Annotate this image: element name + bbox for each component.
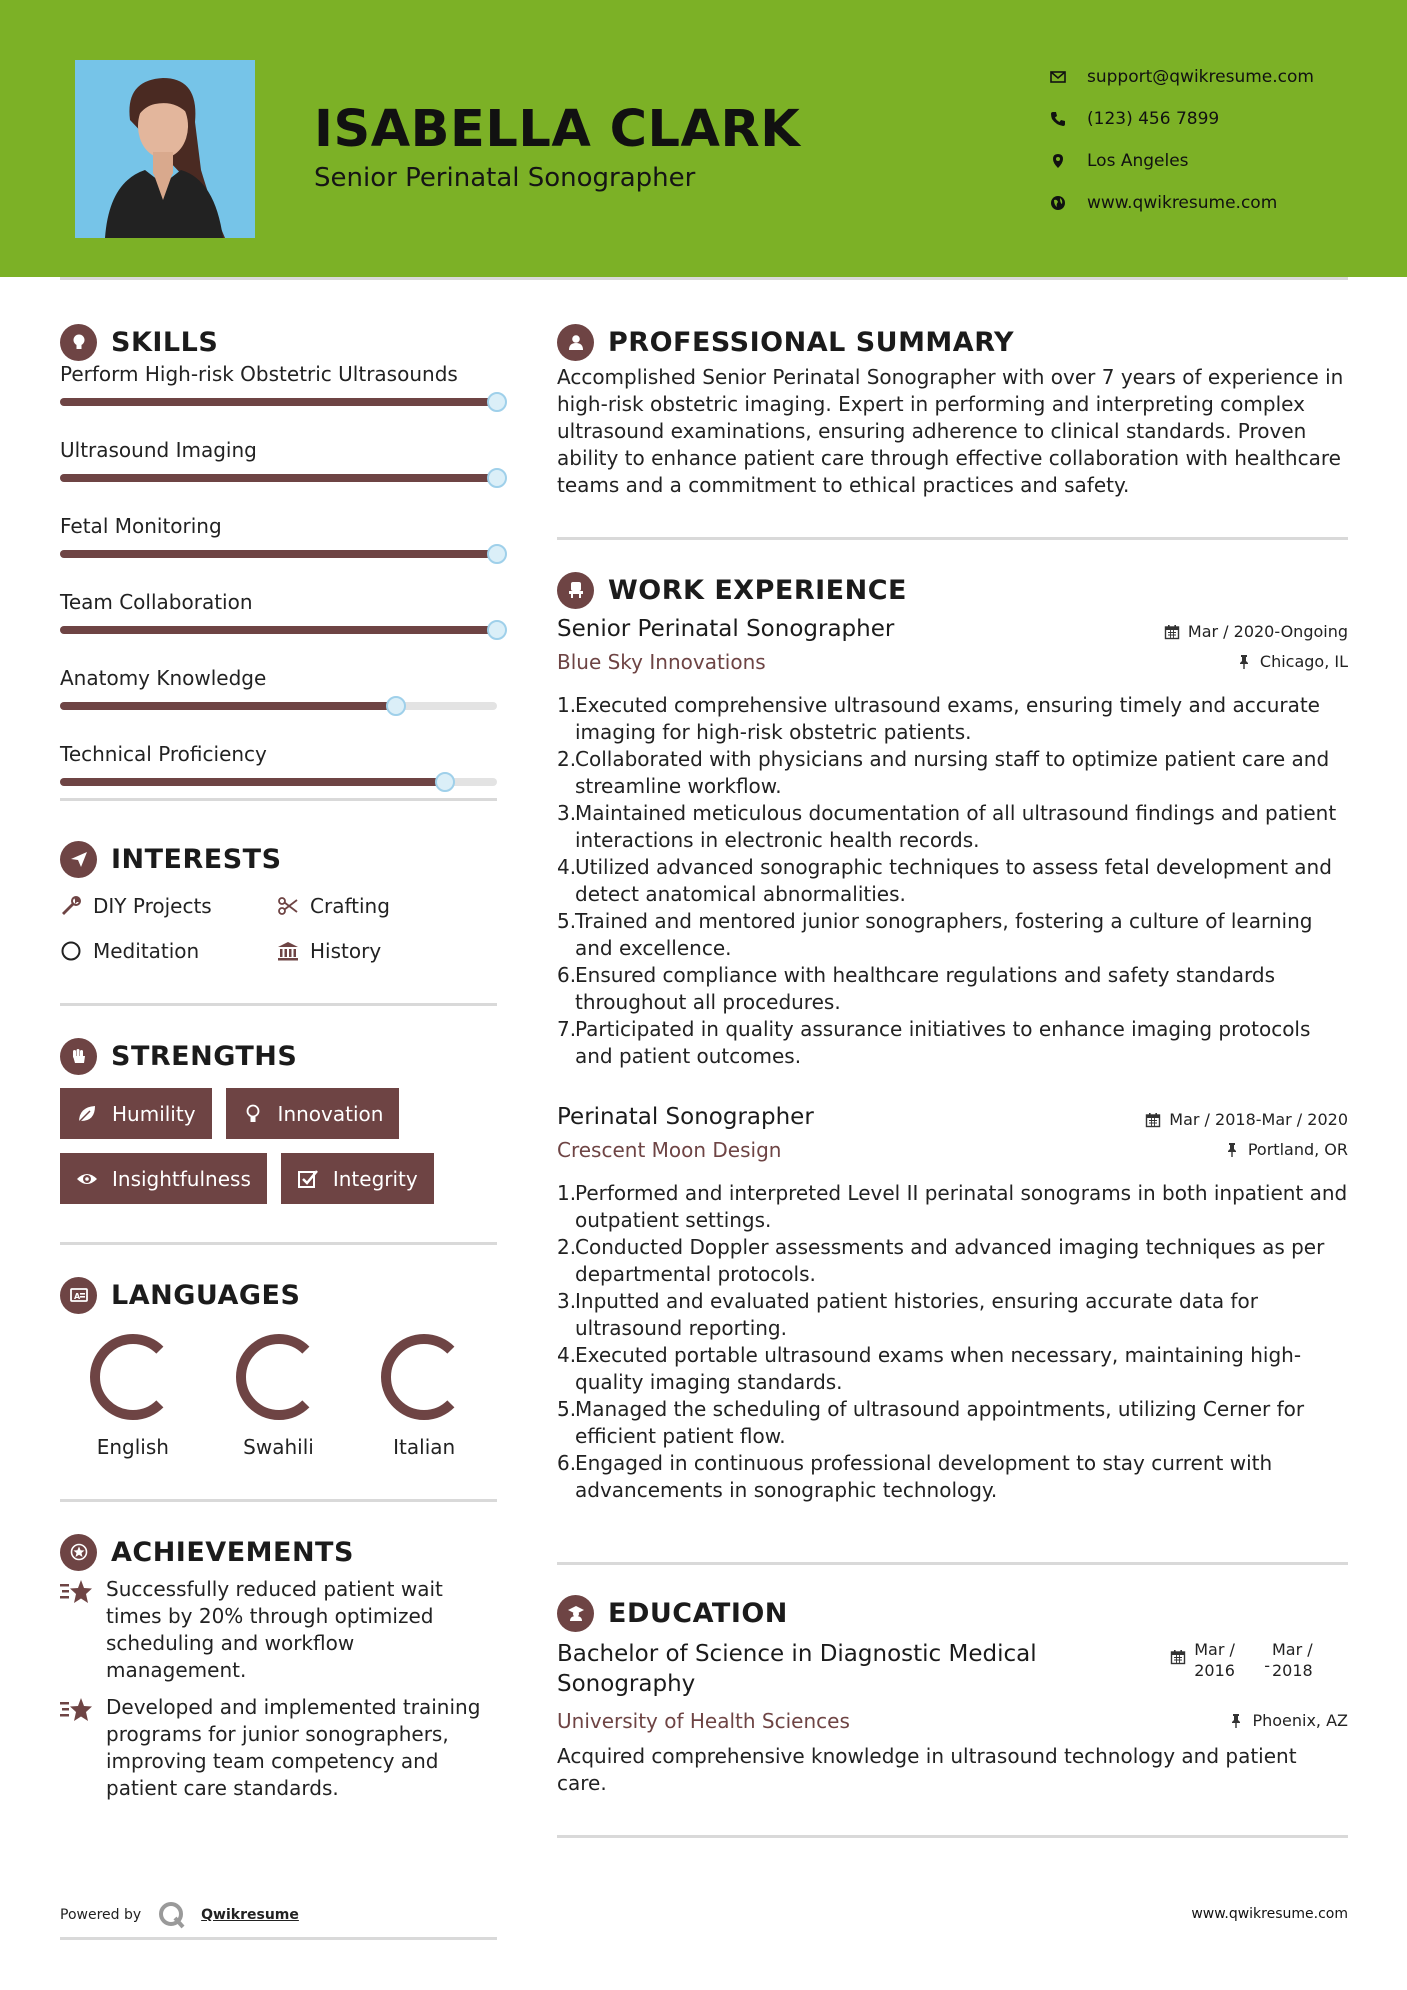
section-divider — [60, 1242, 497, 1245]
interests-title: INTERESTS — [111, 843, 282, 875]
job-bullet: Conducted Doppler assessments and advanced imaging techniques as per departmental protocols. — [575, 1235, 1325, 1286]
skill-bar — [60, 550, 497, 558]
interest-label: History — [310, 938, 382, 963]
skill-bar-fill — [60, 626, 497, 634]
footer-url[interactable]: www.qwikresume.com — [1191, 1906, 1348, 1922]
job-title: Perinatal Sonographer — [557, 1104, 814, 1130]
job-bullet: Managed the scheduling of ultrasound appointments, utilizing Cerner for efficient patient flow. — [575, 1397, 1305, 1448]
job-bullet: Ensured compliance with healthcare regulations and safety standards throughout all procedures. — [575, 963, 1275, 1014]
leaf-icon — [76, 1103, 98, 1125]
interest-label: Meditation — [93, 938, 200, 963]
pin-icon — [1224, 1142, 1240, 1158]
scissors-icon — [277, 895, 299, 917]
strengths-title: STRENGTHS — [111, 1040, 298, 1072]
interest-item — [60, 928, 277, 973]
interest-label: Crafting — [310, 893, 390, 918]
lightbulb-icon — [60, 324, 97, 361]
achievements-title: ACHIEVEMENTS — [111, 1536, 354, 1568]
skill-bar-knob — [487, 544, 507, 564]
job-dates-text: Mar / 2018-Mar / 2020 — [1169, 1110, 1348, 1129]
job-company: Crescent Moon Design — [557, 1138, 782, 1162]
skills-title: SKILLS — [111, 326, 219, 358]
skill-bar — [60, 702, 497, 710]
star-icon — [60, 1578, 94, 1606]
strength-label: Humility — [112, 1101, 196, 1126]
strengths-heading — [60, 1036, 497, 1076]
lightbulb-icon — [242, 1103, 264, 1125]
job-title: Senior Perinatal Sonographer — [557, 616, 895, 642]
job-company: Blue Sky Innovations — [557, 650, 766, 674]
job-bullet: Collaborated with physicians and nursing staff to optimize patient care and streamline workflow. — [575, 747, 1330, 798]
skill-bar-fill — [60, 550, 497, 558]
contact-location — [1050, 140, 1314, 182]
section-divider — [557, 1562, 1348, 1565]
language-gauge — [85, 1329, 181, 1425]
achievement-item — [60, 1576, 497, 1684]
job-bullet: Executed portable ultrasound exams when necessary, maintaining high-quality imaging standards. — [575, 1343, 1302, 1394]
achievement-item — [60, 1694, 497, 1802]
eye-icon — [76, 1168, 98, 1190]
education-subheader — [557, 1709, 1348, 1733]
candidate-title: Senior Perinatal Sonographer — [314, 163, 696, 193]
section-divider — [60, 1003, 497, 1006]
education-location-text: Phoenix, AZ — [1252, 1711, 1348, 1730]
education-degree: Bachelor of Science in Diagnostic Medical Sonography — [557, 1641, 1037, 1697]
job-dates — [1145, 1110, 1348, 1129]
job-header — [557, 1104, 1348, 1130]
education-school: University of Health Sciences — [557, 1709, 850, 1733]
language-gauge-arc — [240, 1339, 305, 1415]
header-divider — [60, 277, 1348, 280]
interest-item — [60, 883, 277, 928]
strength-label: Integrity — [332, 1166, 418, 1191]
contact-website[interactable] — [1050, 182, 1314, 224]
language-icon — [60, 1277, 97, 1314]
contact-email-text: support@qwikresume.com — [1087, 67, 1314, 87]
job-dates — [1164, 622, 1348, 641]
skill-item — [60, 742, 497, 818]
strength-tag — [60, 1153, 267, 1204]
interests-list — [60, 883, 497, 973]
job-bullet: Performed and interpreted Level II perinatal sonograms in both inpatient and outpatient settings. — [575, 1181, 1348, 1232]
achievement-text: Developed and implemented training programs for junior sonographers, improving team competency and patient care standards. — [106, 1695, 481, 1800]
summary-heading — [557, 322, 1348, 362]
globe-icon — [1050, 195, 1066, 211]
strength-tag — [281, 1153, 434, 1204]
svg-text:A: A — [73, 1292, 80, 1301]
skill-label: Fetal Monitoring — [60, 514, 222, 538]
education-dash: - — [1264, 1656, 1270, 1675]
job-header — [557, 616, 1348, 642]
interest-item — [277, 928, 381, 973]
job-entry — [557, 1104, 1348, 1504]
summary-text: Accomplished Senior Perinatal Sonographer with over 7 years of experience in high-risk obstetric imaging. Expert in performing and interpreting complex ultrasound examinations, ensuring adherence to clinical standards. Proven ability to enhance patient care through effective collaboration with healthcare teams and a commitment to ethical practices and safety. — [557, 365, 1344, 497]
language-label: Italian — [393, 1435, 456, 1459]
skill-bar-knob — [487, 468, 507, 488]
skill-label: Perform High-risk Obstetric Ultrasounds — [60, 362, 458, 386]
paper-plane-icon — [60, 841, 97, 878]
education-title: EDUCATION — [608, 1597, 788, 1629]
skill-bar — [60, 626, 497, 634]
education-entry — [557, 1639, 1348, 1797]
skill-item — [60, 590, 497, 666]
achievements-heading — [60, 1532, 497, 1572]
job-bullet: Maintained meticulous documentation of all ultrasound findings and patient interactions in electronic health records. — [575, 801, 1337, 852]
skills-list — [60, 362, 497, 818]
skill-label: Ultrasound Imaging — [60, 438, 257, 462]
skill-bar-knob — [487, 620, 507, 640]
fist-icon — [60, 1038, 97, 1075]
education-description: Acquired comprehensive knowledge in ultrasound technology and patient care. — [557, 1744, 1297, 1795]
education-header — [557, 1639, 1348, 1699]
graduate-icon — [557, 1595, 594, 1632]
job-bullet: Trained and mentored junior sonographers, fostering a culture of learning and excellence. — [575, 909, 1313, 960]
section-divider — [557, 537, 1348, 540]
section-divider — [557, 1835, 1348, 1838]
phone-icon — [1050, 111, 1066, 127]
languages-list — [60, 1329, 497, 1459]
education-end: Mar / 2018 — [1272, 1640, 1313, 1680]
language-gauge — [376, 1329, 472, 1425]
powered-by-text: Powered by — [60, 1907, 142, 1923]
experience-heading — [557, 570, 1348, 610]
job-location — [1236, 652, 1348, 671]
education-location — [1228, 1711, 1348, 1730]
skill-label: Technical Proficiency — [60, 742, 267, 766]
education-dates — [1170, 1639, 1318, 1681]
skill-item — [60, 362, 497, 438]
job-dates-text: Mar / 2020-Ongoing — [1187, 622, 1348, 641]
skill-bar — [60, 398, 497, 406]
strength-tag — [226, 1088, 400, 1139]
achievement-text: Successfully reduced patient wait times by 20% through optimized scheduling and workflow management. — [106, 1577, 443, 1682]
skill-item — [60, 666, 497, 742]
job-location-text: Portland, OR — [1247, 1140, 1348, 1159]
star-icon — [60, 1696, 94, 1724]
pin-icon — [1236, 654, 1252, 670]
job-bullet: Participated in quality assurance initiatives to enhance imaging protocols and patient outcomes. — [575, 1017, 1311, 1068]
job-bullet: Executed comprehensive ultrasound exams, ensuring timely and accurate imaging for high-risk obstetric patients. — [575, 693, 1320, 744]
circle-icon — [60, 940, 82, 962]
language-item — [351, 1329, 497, 1459]
language-label: Swahili — [243, 1435, 314, 1459]
contact-email[interactable] — [1050, 56, 1314, 98]
calendar-icon — [1164, 624, 1180, 640]
skill-label: Team Collaboration — [60, 590, 253, 614]
section-divider — [60, 1937, 497, 1940]
skill-bar-fill — [60, 778, 445, 786]
bank-icon — [277, 940, 299, 962]
strength-tag — [60, 1088, 212, 1139]
candidate-name: ISABELLA CLARK — [314, 100, 801, 159]
skill-bar — [60, 474, 497, 482]
skill-item — [60, 514, 497, 590]
star-badge-icon — [60, 1534, 97, 1571]
job-bullet: Inputted and evaluated patient histories, ensuring accurate data for ultrasound reporting. — [575, 1289, 1258, 1340]
contact-phone[interactable] — [1050, 98, 1314, 140]
summary-title: PROFESSIONAL SUMMARY — [608, 326, 1015, 358]
map-marker-icon — [1050, 153, 1066, 169]
interest-item — [277, 883, 390, 928]
strength-label: Innovation — [277, 1101, 384, 1126]
job-entry — [557, 616, 1348, 1070]
job-bullet: Engaged in continuous professional development to stay current with advancements in sonographic technology. — [575, 1451, 1273, 1502]
section-divider — [60, 1499, 497, 1502]
interests-heading — [60, 839, 497, 879]
education-heading — [557, 1593, 1348, 1633]
job-bullet: Utilized advanced sonographic techniques to assess fetal development and detect anatomical abnormalities. — [575, 855, 1332, 906]
job-bullets — [557, 692, 1348, 1070]
education-start: Mar / 2016 — [1194, 1640, 1235, 1680]
job-bullets — [557, 1180, 1348, 1504]
powered-by — [60, 1900, 299, 1930]
experience-title: WORK EXPERIENCE — [608, 574, 907, 606]
contact-block — [1050, 56, 1314, 224]
languages-title: LANGUAGES — [111, 1279, 301, 1311]
qwikresume-link[interactable]: Qwikresume — [201, 1907, 299, 1923]
skill-bar-knob — [435, 772, 455, 792]
language-gauge — [231, 1329, 327, 1425]
chair-icon — [557, 572, 594, 609]
job-subheader — [557, 650, 1348, 674]
strengths-list — [60, 1088, 497, 1218]
wrench-icon — [60, 895, 82, 917]
contact-location-text: Los Angeles — [1087, 151, 1189, 171]
strength-label: Insightfulness — [112, 1166, 251, 1191]
calendar-icon — [1145, 1112, 1161, 1128]
skill-item — [60, 438, 497, 514]
right-column — [557, 322, 1348, 1838]
skill-label: Anatomy Knowledge — [60, 666, 267, 690]
skill-bar-fill — [60, 398, 497, 406]
job-location — [1224, 1140, 1348, 1159]
skill-bar-knob — [386, 696, 406, 716]
pin-icon — [1228, 1713, 1244, 1729]
job-location-text: Chicago, IL — [1259, 652, 1348, 671]
check-square-icon — [297, 1168, 319, 1190]
language-gauge-arc — [95, 1339, 160, 1415]
job-subheader — [557, 1138, 1348, 1162]
header-banner — [0, 0, 1407, 277]
left-column — [60, 322, 497, 1802]
skill-bar-knob — [487, 392, 507, 412]
skill-bar — [60, 778, 497, 786]
language-item — [206, 1329, 352, 1459]
contact-phone-text: (123) 456 7899 — [1087, 109, 1220, 129]
profile-photo — [75, 60, 255, 238]
calendar-icon — [1170, 1649, 1186, 1665]
language-item — [60, 1329, 206, 1459]
contact-website-text: www.qwikresume.com — [1087, 193, 1278, 213]
skill-bar-fill — [60, 474, 497, 482]
qwikresume-logo-icon — [157, 1900, 187, 1930]
skill-bar-fill — [60, 702, 396, 710]
skills-heading — [60, 322, 497, 362]
language-label: English — [96, 1435, 169, 1459]
envelope-icon — [1050, 69, 1066, 85]
interest-label: DIY Projects — [93, 893, 212, 918]
languages-heading — [60, 1275, 497, 1315]
user-icon — [557, 324, 594, 361]
language-gauge-arc — [386, 1339, 451, 1415]
